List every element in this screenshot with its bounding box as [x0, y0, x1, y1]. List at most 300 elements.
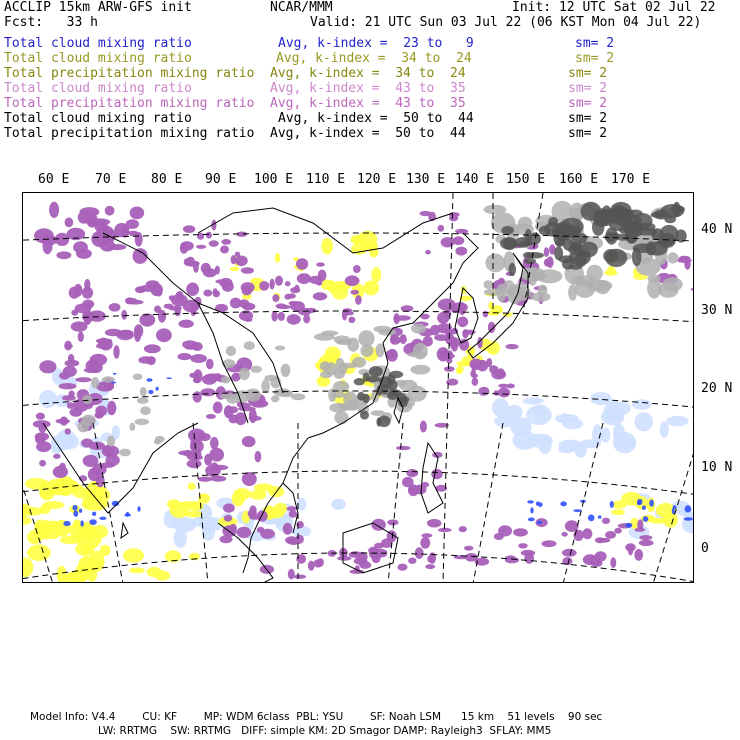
cloud-purple — [211, 476, 227, 482]
longitude-label: 160 E — [559, 172, 599, 187]
cloud-purple — [459, 526, 467, 532]
cloud-purple — [186, 283, 199, 296]
cloud-purple — [271, 311, 277, 322]
precip-blue — [537, 521, 542, 525]
cloud-grey-light — [251, 366, 262, 373]
cloud-purple — [35, 432, 49, 440]
cloud-purple — [121, 310, 127, 320]
cloud-purple — [34, 228, 54, 243]
cloud-grey-light — [647, 278, 661, 299]
cloud-grey-light — [413, 343, 428, 360]
cloud-grey-dark — [524, 258, 536, 264]
cloud-purple — [255, 451, 262, 462]
cloud-purple — [180, 241, 193, 251]
cloud-purple — [79, 207, 99, 217]
cloud-purple — [69, 390, 75, 398]
precip-blue — [63, 521, 70, 526]
cloud-purple — [99, 339, 112, 351]
cloud-purple — [415, 547, 424, 559]
cloud-ice-light — [523, 397, 544, 404]
cloud-purple — [209, 448, 224, 462]
precip-blue — [73, 510, 78, 517]
cloud-purple — [230, 524, 237, 532]
cloud-purple — [438, 225, 445, 232]
cloud-yellow — [178, 501, 198, 507]
cloud-purple — [82, 300, 94, 309]
cloud-purple — [63, 366, 77, 377]
cloud-purple — [453, 236, 465, 245]
cloud-purple — [513, 528, 528, 536]
cloud-yellow — [188, 483, 196, 490]
precip-blue — [89, 519, 97, 525]
cloud-purple — [398, 564, 408, 571]
cloud-grey-light — [373, 326, 391, 333]
cloud-purple — [562, 549, 577, 557]
legend-level-range: Avg, k-index = 23 to 9 — [278, 36, 474, 51]
legend-smoothing: sm= 2 — [575, 51, 615, 66]
cloud-purple — [219, 278, 232, 288]
footer-physics-info: LW: RRTMG SW: RRTMG DIFF: simple KM: 2D Smagor DAMP: Rayleigh3 SFLAY: MM5 — [98, 725, 552, 737]
cloud-purple — [134, 328, 141, 342]
cloud-purple — [75, 377, 91, 382]
cloud-purple — [213, 402, 223, 414]
cloud-grey-light — [140, 387, 147, 397]
legend-smoothing: sm= 2 — [568, 66, 608, 81]
cloud-purple — [203, 268, 217, 277]
cloud-purple — [83, 455, 99, 467]
cloud-purple — [190, 354, 207, 363]
cloud-purple — [408, 558, 416, 564]
cloud-ice-light — [532, 405, 549, 415]
cloud-purple — [39, 360, 56, 373]
cloud-yellow — [321, 238, 333, 255]
cloud-purple — [33, 420, 51, 428]
cloud-purple — [95, 412, 104, 419]
longitude-label: 100 E — [254, 172, 294, 187]
cloud-purple — [200, 388, 215, 396]
cloud-purple — [126, 298, 137, 303]
cloud-grey-light — [119, 449, 131, 457]
latitude-label: 0 — [701, 541, 709, 556]
cloud-grey-light — [239, 368, 250, 381]
cloud-purple — [171, 294, 188, 306]
cloud-grey-light — [484, 289, 504, 296]
cloud-grey-light — [275, 346, 285, 351]
cloud-purple — [425, 564, 435, 569]
cloud-purple — [285, 281, 291, 286]
cloud-purple — [289, 510, 298, 518]
cloud-grey-dark — [369, 366, 383, 377]
cloud-grey-light — [507, 284, 523, 304]
cloud-purple — [283, 523, 293, 535]
cloud-purple — [317, 558, 324, 567]
cloud-yellow — [611, 509, 625, 515]
precip-blue — [643, 516, 649, 522]
cloud-purple — [249, 516, 260, 520]
cloud-purple — [49, 202, 59, 218]
cloud-purple — [381, 538, 392, 548]
cloud-purple — [610, 557, 616, 568]
cloud-grey-light — [573, 276, 585, 285]
valid-time: Valid: 21 UTC Sun 03 Jul 22 (06 KST Mon 04 Jul 22) — [310, 15, 702, 30]
cloud-yellow — [69, 522, 91, 539]
cloud-grey-light — [662, 277, 683, 291]
cloud-yellow — [363, 281, 379, 296]
cloud-purple — [691, 287, 694, 291]
cloud-grey-light — [135, 419, 150, 425]
latitude-label: 40 N — [701, 222, 733, 237]
cloud-ice-light — [511, 417, 532, 437]
cloud-purple — [297, 273, 311, 284]
cloud-purple — [67, 402, 74, 409]
cloud-grey-dark — [618, 209, 634, 215]
cloud-purple — [188, 429, 206, 443]
precip-blue — [80, 520, 83, 527]
cloud-purple — [107, 401, 116, 415]
cloud-ice-light — [39, 390, 57, 408]
legend-field-name: Total cloud mixing ratio — [4, 51, 192, 66]
cloud-grey-light — [137, 397, 149, 403]
cloud-yellow — [43, 521, 62, 540]
cloud-purple — [65, 428, 71, 434]
cloud-purple — [242, 472, 257, 486]
cloud-ice-light — [613, 432, 636, 454]
cloud-grey-light — [77, 421, 89, 432]
precip-blue — [530, 507, 533, 513]
cloud-purple — [100, 240, 115, 252]
cloud-purple — [400, 334, 407, 344]
cloud-purple — [582, 528, 592, 539]
cloud-purple — [144, 344, 161, 353]
cloud-purple — [223, 503, 235, 512]
cloud-purple — [296, 521, 304, 528]
cloud-grey-light — [408, 386, 427, 402]
cloud-grey-light — [107, 436, 115, 447]
cloud-purple — [235, 252, 240, 257]
cloud-grey-dark — [389, 389, 402, 396]
longitude-line — [388, 423, 403, 583]
cloud-yellow — [129, 568, 146, 574]
cloud-purple — [425, 250, 431, 255]
cloud-purple — [241, 282, 255, 293]
cloud-purple — [69, 287, 80, 299]
cloud-grey-light — [595, 280, 610, 294]
cloud-purple — [210, 437, 219, 450]
cloud-purple — [679, 256, 691, 261]
cloud-purple — [82, 311, 94, 323]
precip-blue — [538, 502, 542, 507]
cloud-purple — [237, 403, 251, 409]
cloud-purple — [86, 360, 100, 373]
cloud-grey-light — [244, 341, 255, 350]
cloud-purple — [421, 533, 432, 537]
cloud-purple — [193, 262, 199, 273]
cloud-yellow — [167, 499, 180, 509]
longitude-line — [653, 423, 694, 583]
cloud-grey-dark — [632, 247, 642, 266]
legend-level-range: Avg, k-index = 50 to 44 — [270, 126, 466, 141]
cloud-ice-light — [574, 443, 587, 458]
cloud-grey-light — [343, 392, 357, 408]
cloud-grey-dark — [500, 237, 517, 250]
cloud-grey-dark — [357, 392, 365, 401]
cloud-purple — [287, 314, 301, 325]
cloud-yellow — [155, 571, 171, 581]
cloud-purple — [294, 575, 306, 579]
longitude-label: 170 E — [611, 172, 651, 187]
precip-blue — [527, 500, 534, 503]
cloud-yellow — [230, 267, 240, 271]
cloud-purple — [206, 359, 214, 370]
cloud-purple — [295, 535, 304, 544]
cloud-purple — [406, 469, 418, 477]
cloud-purple — [296, 258, 308, 270]
cloud-purple — [521, 550, 535, 556]
cloud-purple — [355, 295, 362, 305]
cloud-purple — [84, 279, 90, 291]
cloud-yellow — [100, 545, 111, 556]
cloud-purple — [241, 267, 254, 274]
cloud-grey-dark — [554, 246, 563, 260]
map-canvas — [23, 193, 694, 583]
cloud-purple — [269, 279, 274, 290]
cloud-yellow — [57, 566, 67, 583]
cloud-purple — [209, 240, 219, 247]
cloud-purple — [464, 546, 473, 551]
cloud-purple — [147, 356, 156, 365]
cloud-grey-dark — [651, 212, 666, 218]
cloud-purple — [272, 294, 279, 302]
legend-field-name: Total precipitation mixing ratio — [4, 96, 255, 111]
cloud-purple — [113, 345, 119, 359]
cloud-purple — [257, 527, 265, 533]
cloud-purple — [505, 557, 519, 564]
cloud-grey-dark — [360, 411, 369, 420]
cloud-yellow — [185, 511, 202, 517]
cloud-purple — [198, 477, 212, 482]
cloud-purple — [483, 311, 488, 318]
cloud-grey-dark — [626, 222, 643, 237]
cloud-purple — [39, 460, 46, 467]
legend-level-range: Avg, k-index = 43 to 35 — [270, 96, 466, 111]
cloud-purple — [242, 303, 255, 311]
cloud-grey-light — [281, 364, 291, 377]
cloud-grey-light — [333, 368, 345, 379]
cloud-purple — [36, 413, 45, 420]
cloud-purple — [614, 528, 622, 534]
cloud-purple — [56, 419, 70, 424]
cloud-purple — [278, 305, 291, 309]
legend-smoothing: sm= 2 — [575, 36, 615, 51]
cloud-purple — [114, 223, 129, 237]
cloud-purple — [288, 569, 295, 580]
cloud-purple — [498, 525, 512, 536]
cloud-ice-light — [660, 421, 669, 437]
legend-level-range: Avg, k-index = 34 to 24 — [270, 66, 466, 81]
cloud-purple — [242, 436, 256, 447]
cloud-yellow — [25, 478, 48, 489]
cloud-ice-light — [492, 398, 509, 417]
precip-blue — [113, 373, 117, 375]
cloud-ice-light — [592, 424, 603, 445]
cloud-purple — [544, 247, 549, 257]
precip-blue — [156, 387, 159, 391]
legend-smoothing: sm= 2 — [568, 96, 608, 111]
cloud-grey-dark — [592, 219, 604, 236]
legend-level-range: Avg, k-index = 34 to 24 — [276, 51, 472, 66]
cloud-purple — [449, 215, 458, 222]
precip-blue — [99, 517, 106, 520]
cloud-yellow — [250, 490, 267, 500]
cloud-purple — [213, 288, 218, 297]
cloud-purple — [146, 280, 160, 288]
cloud-purple — [206, 414, 216, 419]
cloud-purple — [498, 388, 510, 398]
cloud-grey-light — [82, 395, 92, 404]
cloud-grey-light — [154, 439, 162, 444]
cloud-purple — [81, 438, 93, 447]
cloud-purple — [420, 537, 430, 549]
cloud-purple — [303, 314, 310, 323]
cloud-purple — [438, 299, 456, 311]
cloud-grey-light — [265, 375, 278, 381]
legend-smoothing: sm= 2 — [568, 126, 608, 141]
cloud-purple — [348, 317, 355, 323]
cloud-purple — [420, 421, 427, 433]
precip-blue — [111, 382, 117, 384]
precip-blue — [166, 377, 171, 379]
cloud-purple — [589, 556, 600, 565]
cloud-purple — [109, 303, 121, 312]
cloud-purple — [444, 366, 455, 372]
precip-blue — [685, 505, 692, 512]
cloud-grey-dark — [605, 249, 627, 267]
cloud-grey-light — [291, 393, 305, 400]
cloud-grey-light — [518, 217, 533, 231]
latitude-line — [23, 471, 694, 497]
precip-blue — [684, 517, 693, 520]
cloud-purple — [220, 246, 229, 254]
cloud-purple — [235, 256, 248, 267]
longitude-label: 150 E — [506, 172, 546, 187]
longitude-label: 120 E — [357, 172, 397, 187]
cloud-grey-dark — [581, 202, 602, 221]
longitude-label: 140 E — [455, 172, 495, 187]
cloud-purple — [394, 315, 410, 321]
cloud-purple — [196, 245, 206, 249]
cloud-purple — [308, 561, 315, 571]
precip-blue — [673, 505, 677, 509]
cloud-purple — [105, 455, 119, 467]
cloud-purple — [472, 378, 479, 386]
cloud-purple — [431, 469, 442, 479]
cloud-purple — [65, 344, 73, 349]
cloud-grey-light — [523, 267, 545, 277]
cloud-purple — [73, 241, 88, 253]
cloud-purple — [259, 281, 269, 291]
cloud-purple — [154, 306, 161, 313]
cloud-grey-dark — [509, 263, 516, 276]
longitude-label: 90 E — [205, 172, 237, 187]
precip-blue — [528, 518, 535, 522]
longitude-label: 70 E — [95, 172, 127, 187]
cloud-purple — [561, 532, 567, 537]
longitude-label: 80 E — [151, 172, 183, 187]
cloud-grey-dark — [377, 416, 390, 428]
cloud-purple — [544, 259, 551, 267]
cloud-purple — [494, 390, 500, 396]
cloud-purple — [221, 239, 231, 245]
cloud-grey-dark — [539, 226, 551, 235]
cloud-purple — [249, 409, 257, 423]
cloud-ice-light — [331, 499, 346, 510]
cloud-purple — [345, 275, 360, 286]
cloud-grey-light — [271, 395, 279, 402]
cloud-purple — [65, 360, 80, 367]
cloud-purple — [183, 225, 195, 233]
cloud-ice-light — [538, 435, 551, 454]
cloud-grey-light — [222, 359, 235, 368]
cloud-purple — [316, 262, 325, 266]
cloud-yellow — [75, 543, 95, 556]
cloud-yellow — [332, 285, 348, 300]
cloud-grey-light — [133, 374, 143, 380]
cloud-yellow — [613, 501, 627, 509]
cloud-grey-light — [484, 280, 494, 289]
cloud-purple — [634, 528, 645, 532]
legend-field-name: Total cloud mixing ratio — [4, 36, 192, 51]
cloud-purple — [602, 518, 610, 524]
cloud-grey-light — [320, 361, 331, 371]
cloud-purple — [130, 207, 145, 220]
cloud-grey-dark — [673, 202, 681, 217]
cloud-purple — [518, 543, 527, 548]
footer-model-info: Model Info: V4.4 CU: KF MP: WDM 6class PBL: YSU SF: Noah LSM 15 km 51 levels 90 sec — [30, 711, 603, 723]
longitude-label: 60 E — [38, 172, 70, 187]
cloud-purple — [224, 515, 232, 522]
cloud-yellow — [275, 253, 281, 263]
cloud-purple — [478, 387, 489, 396]
cloud-grey-light — [668, 252, 679, 263]
precip-blue — [598, 515, 602, 518]
coastline — [121, 523, 128, 538]
map-panel — [22, 192, 694, 583]
cloud-purple — [290, 287, 300, 293]
cloud-grey-light — [358, 330, 374, 346]
cloud-purple — [350, 290, 359, 295]
legend-smoothing: sm= 2 — [568, 111, 608, 126]
legend-field-name: Total precipitation mixing ratio — [4, 66, 255, 81]
cloud-purple — [465, 553, 478, 562]
cloud-purple — [694, 258, 695, 269]
cloud-purple — [634, 549, 643, 561]
cloud-purple — [278, 312, 285, 321]
precip-blue — [79, 509, 82, 513]
cloud-purple — [477, 360, 488, 372]
forecast-hour: Fcst: 33 h — [4, 15, 98, 30]
cloud-grey-dark — [664, 215, 676, 223]
cloud-grey-light — [221, 376, 231, 383]
legend-field-name: Total cloud mixing ratio — [4, 111, 192, 126]
cloud-purple — [286, 506, 297, 511]
cloud-grey-light — [360, 344, 373, 357]
cloud-grey-dark — [501, 226, 514, 235]
cloud-purple — [455, 229, 468, 234]
legend-field-name: Total precipitation mixing ratio — [4, 126, 255, 141]
cloud-yellow — [457, 366, 463, 374]
cloud-purple — [421, 482, 429, 488]
cloud-purple — [440, 353, 454, 359]
